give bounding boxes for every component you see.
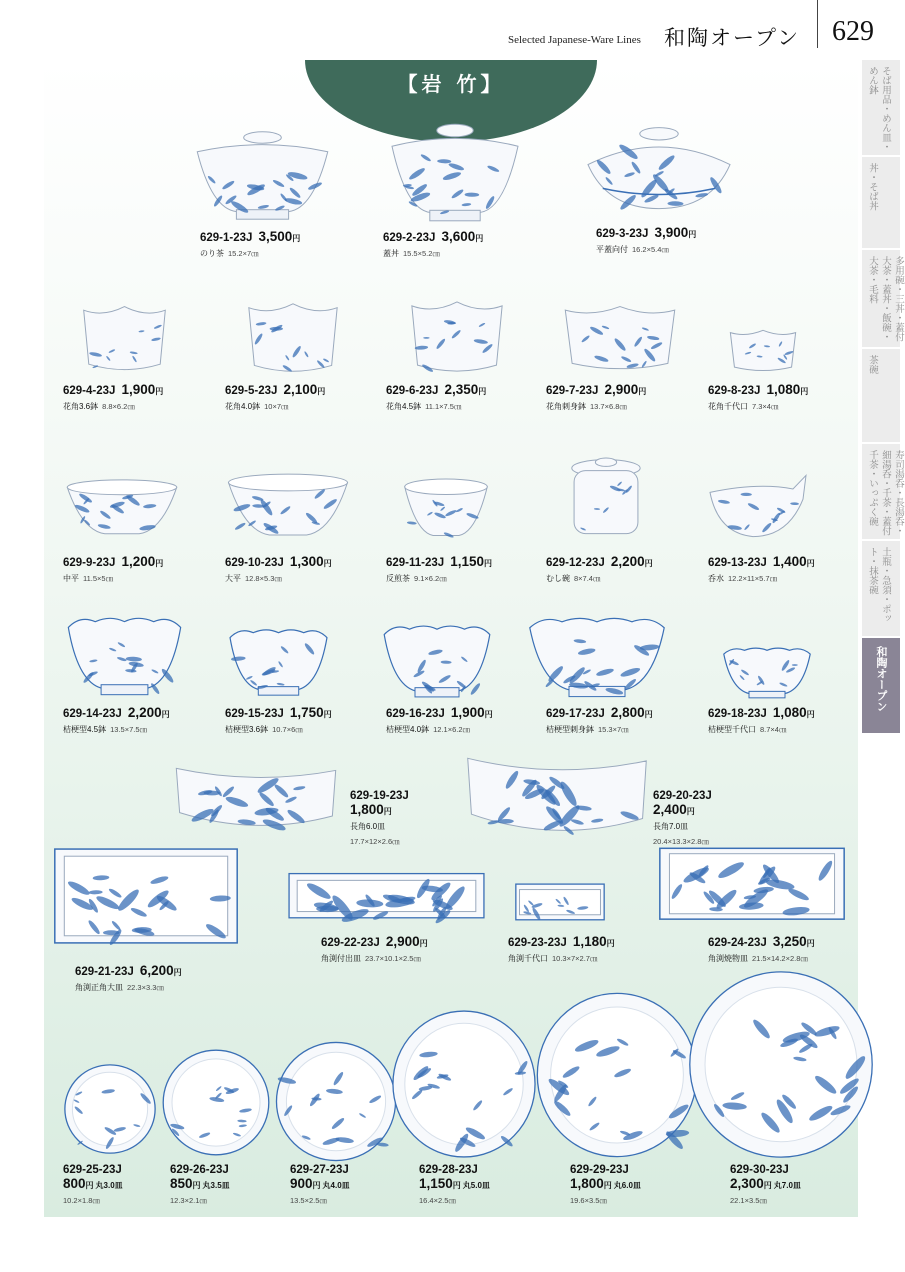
product-price: 2,200 bbox=[127, 705, 162, 720]
product-caption bbox=[350, 788, 409, 848]
product-image bbox=[722, 646, 812, 700]
product-size: 21.5×14.2×2.8㎝ bbox=[752, 954, 808, 963]
product-price: 1,900 bbox=[121, 382, 156, 397]
product-code: 629-30-23J bbox=[730, 1164, 789, 1176]
product-caption bbox=[386, 383, 486, 413]
side-tab-watou-open[interactable] bbox=[862, 638, 900, 734]
product-code: 629-10-23J bbox=[225, 557, 284, 569]
yen-symbol: 円 bbox=[644, 710, 653, 719]
product-image bbox=[226, 472, 350, 542]
product-code: 629-21-23J bbox=[75, 966, 134, 978]
product-image bbox=[66, 615, 183, 698]
product-size: 11.1×7.5㎝ bbox=[425, 402, 462, 411]
product-caption bbox=[546, 706, 653, 736]
product-caption bbox=[63, 1162, 123, 1207]
product-size: 12.2×11×5.7㎝ bbox=[728, 574, 778, 583]
product-image bbox=[65, 478, 179, 540]
product-price: 2,900 bbox=[604, 382, 639, 397]
product-name: 大平 bbox=[225, 574, 241, 583]
product-name: 丸3.5皿 bbox=[202, 1181, 230, 1190]
product-size: 10.3×7×2.7㎝ bbox=[552, 954, 598, 963]
product-name: 長角6.0皿 bbox=[350, 822, 386, 831]
yen-symbol: 円 bbox=[419, 939, 428, 948]
product-price: 3,600 bbox=[441, 229, 476, 244]
product-image bbox=[382, 623, 492, 700]
product-image bbox=[403, 477, 489, 542]
product-image bbox=[656, 846, 848, 923]
product-code: 629-18-23J bbox=[708, 708, 767, 720]
product-code: 629-25-23J bbox=[63, 1164, 122, 1176]
product-price: 1,900 bbox=[450, 705, 485, 720]
catalog-title: 和陶オープン bbox=[664, 26, 801, 50]
product-name: 角渕焼物皿 bbox=[708, 954, 748, 963]
product-name: むし碗 bbox=[546, 574, 570, 583]
product-price: 1,180 bbox=[572, 934, 607, 949]
product-size: 12.8×5.3㎝ bbox=[245, 574, 282, 583]
product-caption bbox=[708, 383, 808, 413]
product-caption bbox=[200, 230, 300, 260]
product-image bbox=[82, 303, 167, 375]
product-image bbox=[585, 125, 733, 213]
product-price: 1,400 bbox=[772, 554, 807, 569]
product-name: 丸6.0皿 bbox=[613, 1181, 641, 1190]
yen-symbol: 円 bbox=[475, 234, 484, 243]
product-code: 629-16-23J bbox=[386, 708, 445, 720]
product-caption bbox=[383, 230, 483, 260]
product-name: のり茶 bbox=[200, 249, 224, 258]
product-code: 629-11-23J bbox=[386, 557, 445, 569]
side-tab-label: 丼・そば丼 bbox=[867, 163, 878, 211]
product-caption bbox=[570, 1162, 641, 1207]
product-code: 629-8-23J bbox=[708, 385, 761, 397]
yen-symbol: 円 bbox=[292, 234, 301, 243]
product-size: 22.1×3.5㎝ bbox=[730, 1196, 767, 1205]
yen-symbol: 円 bbox=[383, 807, 392, 816]
product-price: 1,200 bbox=[121, 554, 156, 569]
yen-symbol: 円 bbox=[688, 230, 697, 239]
product-image bbox=[285, 871, 488, 923]
product-caption bbox=[386, 555, 492, 585]
product-size: 12.1×6.2㎝ bbox=[433, 725, 471, 734]
product-image bbox=[527, 615, 667, 700]
product-image bbox=[563, 303, 677, 374]
product-caption bbox=[75, 964, 182, 994]
product-size: 16.2×5.4㎝ bbox=[632, 245, 669, 254]
product-caption bbox=[419, 1162, 490, 1207]
yen-symbol: 円 bbox=[155, 559, 164, 568]
product-price: 3,900 bbox=[654, 225, 689, 240]
product-code: 629-12-23J bbox=[546, 557, 605, 569]
product-image bbox=[161, 1048, 271, 1157]
product-name: 桔梗型4.0鉢 bbox=[386, 725, 430, 734]
product-code: 629-9-23J bbox=[63, 557, 116, 569]
product-code: 629-29-23J bbox=[570, 1164, 629, 1176]
yen-symbol: 円 bbox=[312, 1181, 321, 1190]
side-tab-yunomi[interactable] bbox=[862, 444, 904, 540]
product-caption bbox=[290, 1162, 350, 1207]
side-tab-label: そば用品・めん皿・めん鉢 bbox=[867, 66, 891, 152]
side-tab-label: 土瓶・急須・ポット・抹茶碗 bbox=[867, 547, 891, 623]
product-name: 花角4.0鉢 bbox=[225, 402, 261, 411]
product-size: 8.7×4㎝ bbox=[760, 725, 787, 734]
product-code: 629-28-23J bbox=[419, 1164, 478, 1176]
product-price: 1,150 bbox=[450, 554, 484, 569]
side-tab-label: 寿司湯呑・長湯呑・細湯呑・千茶・蓋付千茶・いっぷく碗 bbox=[867, 450, 904, 536]
yen-symbol: 円 bbox=[606, 939, 615, 948]
product-caption bbox=[63, 383, 163, 413]
product-code: 629-15-23J bbox=[225, 708, 284, 720]
product-name: 蓋丼 bbox=[383, 249, 399, 258]
product-code: 629-20-23J bbox=[653, 790, 712, 802]
product-price: 1,080 bbox=[766, 382, 801, 397]
product-size: 9.1×6.2㎝ bbox=[414, 574, 447, 583]
product-image bbox=[390, 1008, 538, 1160]
product-price: 2,200 bbox=[610, 554, 645, 569]
series-banner-label: 【岩 竹】 bbox=[397, 72, 505, 96]
yen-symbol: 円 bbox=[155, 387, 164, 396]
product-caption bbox=[63, 706, 170, 736]
product-image bbox=[228, 627, 329, 698]
product-name: 呑水 bbox=[708, 574, 724, 583]
product-size: 8×7.4㎝ bbox=[574, 574, 601, 583]
yen-symbol: 円 bbox=[173, 968, 182, 977]
product-name: 花角刺身鉢 bbox=[546, 402, 586, 411]
product-image bbox=[410, 298, 504, 377]
product-image bbox=[568, 458, 644, 542]
product-price: 800 bbox=[63, 1176, 86, 1191]
product-image bbox=[686, 968, 876, 1161]
product-price: 6,200 bbox=[139, 963, 174, 978]
product-price: 1,150 bbox=[419, 1176, 453, 1191]
product-caption bbox=[546, 383, 646, 413]
product-name: 花角千代口 bbox=[708, 402, 748, 411]
yen-symbol: 円 bbox=[192, 1181, 201, 1190]
product-price: 2,900 bbox=[385, 934, 420, 949]
product-price: 850 bbox=[170, 1176, 193, 1191]
product-caption bbox=[708, 555, 815, 585]
product-caption bbox=[63, 555, 163, 585]
side-tab-label: 和陶オープン bbox=[875, 646, 887, 712]
product-price: 2,400 bbox=[653, 802, 687, 817]
product-image bbox=[63, 1063, 157, 1155]
product-caption bbox=[730, 1162, 801, 1207]
product-name: 丸5.0皿 bbox=[462, 1181, 490, 1190]
product-name: 桔梗型4.5鉢 bbox=[63, 725, 107, 734]
catalog-subtitle: Selected Japanese-Ware Lines bbox=[508, 34, 641, 46]
yen-symbol: 円 bbox=[323, 559, 332, 568]
product-name: 角渕付出皿 bbox=[321, 954, 361, 963]
product-size: 16.4×2.5㎝ bbox=[419, 1196, 456, 1205]
product-name: 桔梗型3.6鉢 bbox=[225, 725, 269, 734]
product-code: 629-4-23J bbox=[63, 385, 116, 397]
side-tab-tayouwan[interactable] bbox=[862, 250, 904, 348]
side-tab-chawan[interactable] bbox=[862, 349, 900, 443]
product-image bbox=[534, 990, 700, 1160]
product-price: 1,800 bbox=[350, 802, 384, 817]
product-price: 2,800 bbox=[610, 705, 645, 720]
product-image bbox=[190, 128, 335, 223]
yen-symbol: 円 bbox=[161, 710, 170, 719]
yen-symbol: 円 bbox=[484, 710, 493, 719]
side-tab-dobin[interactable] bbox=[862, 541, 900, 637]
product-size: 15.2×7㎝ bbox=[228, 249, 259, 258]
header-divider bbox=[817, 0, 818, 48]
yen-symbol: 円 bbox=[603, 1181, 612, 1190]
product-code: 629-23-23J bbox=[508, 937, 567, 949]
product-caption bbox=[225, 555, 332, 585]
product-name: 中平 bbox=[63, 574, 79, 583]
product-code: 629-26-23J bbox=[170, 1164, 229, 1176]
product-size: 13.5×7.5㎝ bbox=[110, 725, 148, 734]
product-size: 10.7×6㎝ bbox=[272, 725, 303, 734]
product-size: 19.6×3.5㎝ bbox=[570, 1196, 607, 1205]
product-name: 平蓋向付 bbox=[596, 245, 628, 254]
product-price: 1,080 bbox=[772, 705, 807, 720]
yen-symbol: 円 bbox=[478, 387, 487, 396]
product-image bbox=[385, 120, 525, 225]
yen-symbol: 円 bbox=[800, 387, 809, 396]
product-code: 629-7-23J bbox=[546, 385, 599, 397]
yen-symbol: 円 bbox=[484, 559, 492, 568]
product-caption bbox=[225, 383, 325, 413]
product-caption bbox=[708, 706, 815, 736]
product-code: 629-14-23J bbox=[63, 708, 122, 720]
product-price: 1,750 bbox=[289, 705, 324, 720]
product-image bbox=[274, 1040, 398, 1163]
yen-symbol: 円 bbox=[806, 710, 815, 719]
product-size: 15.3×7㎝ bbox=[598, 725, 629, 734]
yen-symbol: 円 bbox=[85, 1181, 94, 1190]
side-tab-donburi[interactable] bbox=[862, 157, 900, 249]
product-image bbox=[51, 846, 241, 948]
product-size: 11.5×5㎝ bbox=[83, 574, 114, 583]
product-code: 629-19-23J bbox=[350, 790, 409, 802]
yen-symbol: 円 bbox=[317, 387, 326, 396]
side-tab-label: 多用碗・三丼・蓋付大茶・蓋丼・飯碗・大茶・毛料 bbox=[867, 256, 904, 342]
product-size: 10×7㎝ bbox=[264, 402, 289, 411]
product-name: 桔梗型刺身鉢 bbox=[546, 725, 594, 734]
product-code: 629-1-23J bbox=[200, 232, 253, 244]
product-size: 17.7×12×2.6㎝ bbox=[350, 837, 400, 846]
product-size: 22.3×3.3㎝ bbox=[127, 983, 164, 992]
product-price: 3,500 bbox=[258, 229, 293, 244]
product-name: 花角4.5鉢 bbox=[386, 402, 422, 411]
product-name: 角渕千代口 bbox=[508, 954, 548, 963]
product-name: 反煎茶 bbox=[386, 574, 410, 583]
product-price: 1,800 bbox=[570, 1176, 604, 1191]
product-image bbox=[173, 765, 339, 833]
product-size: 12.3×2.1㎝ bbox=[170, 1196, 207, 1205]
product-size: 15.5×5.2㎝ bbox=[403, 249, 440, 258]
product-code: 629-3-23J bbox=[596, 228, 649, 240]
side-tab-soba[interactable] bbox=[862, 60, 900, 156]
product-image bbox=[247, 300, 339, 377]
product-name: 丸4.0皿 bbox=[322, 1181, 350, 1190]
yen-symbol: 円 bbox=[638, 387, 647, 396]
product-caption bbox=[596, 226, 696, 256]
product-image bbox=[708, 472, 808, 540]
product-price: 2,300 bbox=[730, 1176, 764, 1191]
yen-symbol: 円 bbox=[806, 559, 815, 568]
product-name: 丸3.0皿 bbox=[95, 1181, 123, 1190]
product-name: 花角3.6鉢 bbox=[63, 402, 99, 411]
page-number: 629 bbox=[832, 16, 874, 47]
product-caption bbox=[225, 706, 332, 736]
product-size: 20.4×13.3×2.8㎝ bbox=[653, 837, 709, 846]
product-caption bbox=[708, 935, 815, 965]
product-name: 角渕正角大皿 bbox=[75, 983, 123, 992]
product-image bbox=[514, 882, 606, 924]
product-code: 629-27-23J bbox=[290, 1164, 349, 1176]
product-price: 2,350 bbox=[444, 382, 479, 397]
product-code: 629-22-23J bbox=[321, 937, 380, 949]
product-code: 629-17-23J bbox=[546, 708, 605, 720]
product-caption bbox=[653, 788, 712, 848]
product-size: 10.2×1.8㎝ bbox=[63, 1196, 100, 1205]
product-image bbox=[729, 328, 797, 374]
yen-symbol: 円 bbox=[806, 939, 815, 948]
product-code: 629-24-23J bbox=[708, 937, 767, 949]
product-image bbox=[464, 754, 650, 840]
product-name: 桔梗型千代口 bbox=[708, 725, 756, 734]
product-price: 900 bbox=[290, 1176, 313, 1191]
product-price: 1,300 bbox=[289, 554, 324, 569]
product-caption bbox=[546, 555, 653, 585]
product-size: 23.7×10.1×2.5㎝ bbox=[365, 954, 421, 963]
side-tab-label: 茶碗 bbox=[867, 355, 878, 374]
product-code: 629-13-23J bbox=[708, 557, 767, 569]
product-price: 2,100 bbox=[283, 382, 318, 397]
product-caption bbox=[321, 935, 428, 965]
yen-symbol: 円 bbox=[763, 1181, 772, 1190]
product-price: 3,250 bbox=[772, 934, 807, 949]
product-caption bbox=[170, 1162, 230, 1207]
product-name: 丸7.0皿 bbox=[773, 1181, 801, 1190]
product-size: 8.8×6.2㎝ bbox=[102, 402, 135, 411]
product-caption bbox=[508, 935, 615, 965]
product-code: 629-6-23J bbox=[386, 385, 439, 397]
yen-symbol: 円 bbox=[323, 710, 332, 719]
product-size: 7.3×4㎝ bbox=[752, 402, 779, 411]
product-size: 13.5×2.5㎝ bbox=[290, 1196, 327, 1205]
yen-symbol: 円 bbox=[452, 1181, 461, 1190]
product-code: 629-2-23J bbox=[383, 232, 436, 244]
yen-symbol: 円 bbox=[686, 807, 695, 816]
product-name: 長角7.0皿 bbox=[653, 822, 689, 831]
product-size: 13.7×6.8㎝ bbox=[590, 402, 627, 411]
yen-symbol: 円 bbox=[644, 559, 653, 568]
product-caption bbox=[386, 706, 493, 736]
product-code: 629-5-23J bbox=[225, 385, 278, 397]
